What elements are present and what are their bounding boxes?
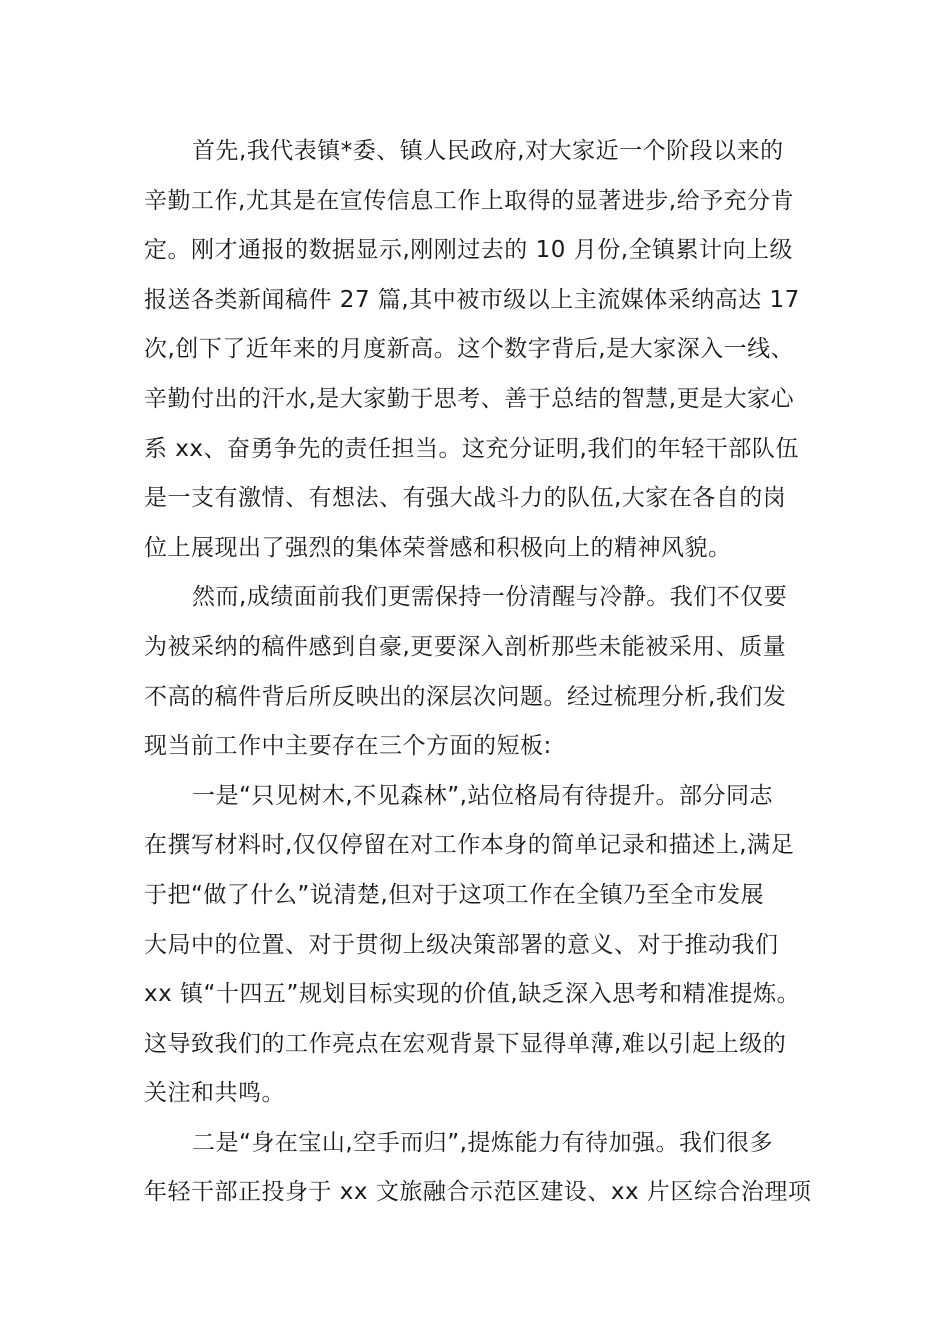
paragraph-3-line-2: 在撰写材料时,仅仅停留在对工作本身的简单记录和描述上,满足 [144, 832, 795, 859]
paragraph-4-line-1: 二是“身在宝山,空手而归”,提炼能力有待加强。我们很多 [192, 1129, 773, 1156]
paragraph-1-line-7: 系 xx、奋勇争先的责任担当。这充分证明,我们的年轻干部队伍 [144, 435, 799, 462]
paragraph-1-line-6: 辛勤付出的汗水,是大家勤于思考、善于总结的智慧,更是大家心 [144, 385, 795, 412]
paragraph-2-line-3: 不高的稿件背后所反映出的深层次问题。经过梳理分析,我们发 [144, 683, 787, 710]
paragraph-3-line-5: xx 镇“十四五”规划目标实现的价值,缺乏深入思考和精准提炼。 [144, 981, 801, 1008]
paragraph-3-line-3: 于把“做了什么”说清楚,但对于这项工作在全镇乃至全市发展 [144, 881, 765, 908]
paragraph-1-line-5: 次,创下了近年来的月度新高。这个数字背后,是大家深入一线、 [144, 336, 795, 363]
paragraph-3-line-6: 这导致我们的工作亮点在宏观背景下显得单薄,难以引起上级的 [144, 1030, 787, 1057]
paragraph-1-line-8: 是一支有激情、有想法、有强大战斗力的队伍,大家在各自的岗 [144, 485, 787, 512]
paragraph-1-line-2: 辛勤工作,尤其是在宣传信息工作上取得的显著进步,给予充分肯 [144, 187, 795, 214]
paragraph-3-line-4: 大局中的位置、对于贯彻上级决策部署的意义、对于推动我们 [144, 931, 779, 958]
paragraph-1-line-3: 定。刚才通报的数据显示,刚刚过去的 10 月份,全镇累计向上级 [144, 237, 794, 264]
paragraph-1-line-1: 首先,我代表镇*委、镇人民政府,对大家近一个阶段以来的 [192, 138, 784, 164]
paragraph-3-line-7: 关注和共鸣。 [144, 1080, 285, 1107]
document-body [144, 127, 816, 1218]
paragraph-1-line-4: 报送各类新闻稿件 27 篇,其中被市级以上主流媒体采纳高达 17 [144, 286, 800, 313]
paragraph-2-line-4: 现当前工作中主要存在三个方面的短板: [144, 733, 552, 760]
paragraph-4-line-2: 年轻干部正投身于 xx 文旅融合示范区建设、xx 片区综合治理项 [144, 1179, 812, 1206]
paragraph-2-line-2: 为被采纳的稿件感到自豪,更要深入剖析那些未能被采用、质量 [144, 633, 787, 660]
paragraph-1-line-9: 位上展现出了强烈的集体荣誉感和积极向上的精神风貌。 [144, 534, 732, 561]
paragraph-3-line-1: 一是“只见树木,不见森林”,站位格局有待提升。部分同志 [192, 782, 773, 809]
paragraph-2-line-1: 然而,成绩面前我们更需保持一份清醒与冷静。我们不仅要 [192, 584, 788, 611]
